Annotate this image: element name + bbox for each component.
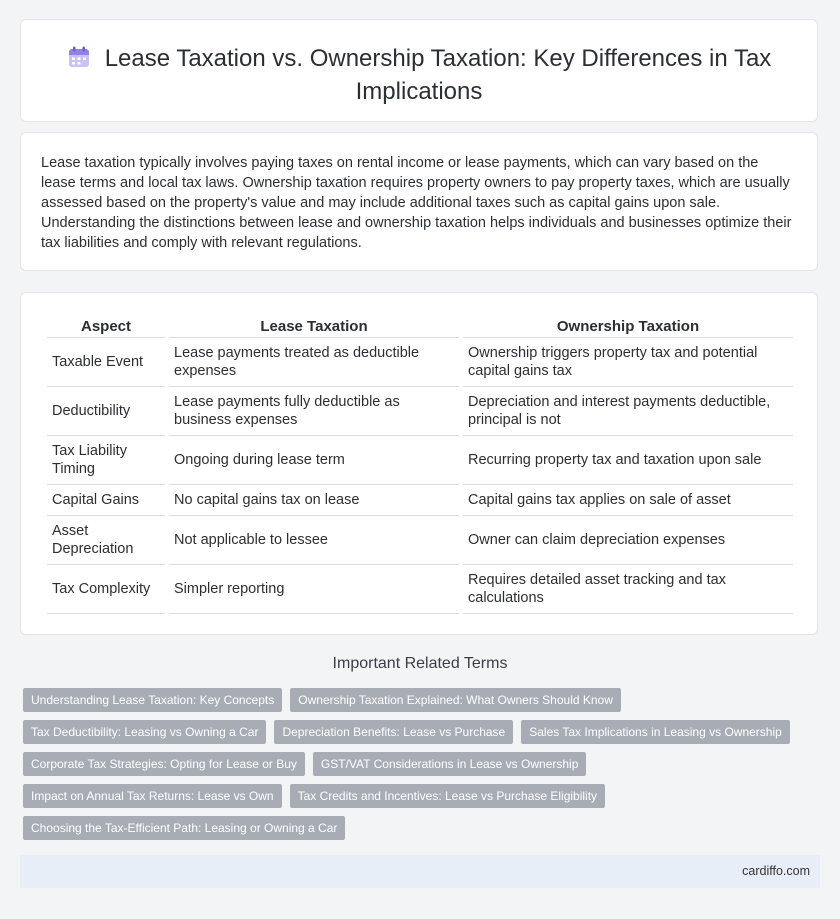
related-term-tag[interactable]: Ownership Taxation Explained: What Owners Should Know: [290, 688, 621, 712]
cell-lease: Ongoing during lease term: [169, 436, 459, 485]
table-row: [47, 436, 793, 485]
table-header-row: [47, 315, 793, 338]
header-lease-taxation: Lease Taxation: [169, 315, 459, 338]
table-row: [47, 338, 793, 387]
intro-card: [20, 132, 818, 271]
cell-aspect: Taxable Event: [47, 338, 165, 387]
cell-ownership: Requires detailed asset tracking and tax calculations: [463, 565, 793, 614]
related-term-tag[interactable]: Understanding Lease Taxation: Key Concepts: [23, 688, 282, 712]
comparison-table-card: [20, 292, 818, 635]
related-term-tag[interactable]: GST/VAT Considerations in Lease vs Ownership: [313, 752, 586, 776]
cell-aspect: Tax Liability Timing: [47, 436, 165, 485]
related-term-tag[interactable]: Sales Tax Implications in Leasing vs Ownership: [521, 720, 790, 744]
intro-paragraph: Lease taxation typically involves paying taxes on rental income or lease payments, which can vary based on the lease terms and local tax laws. Ownership taxation requires property owners to pay property taxes, which are usually assessed based on the property's value and may include additional taxes such as capital gains upon sale. Understanding the distinctions between lease and ownership taxation helps individuals and businesses optimize their tax liabilities and comply with relevant regulations.: [41, 155, 792, 251]
cell-ownership: Ownership triggers property tax and potential capital gains tax: [463, 338, 793, 387]
related-term-tag[interactable]: Choosing the Tax-Efficient Path: Leasing or Owning a Car: [23, 816, 345, 840]
tag-row: [23, 720, 803, 744]
related-term-tag[interactable]: Tax Credits and Incentives: Lease vs Purchase Eligibility: [290, 784, 605, 808]
cell-lease: Simpler reporting: [169, 565, 459, 614]
cell-aspect: Capital Gains: [47, 485, 165, 516]
page-title: [21, 44, 817, 107]
page-title-text: Lease Taxation vs. Ownership Taxation: Key Differences in Tax Implications: [104, 45, 772, 105]
table-row: [47, 485, 793, 516]
related-terms-heading: Important Related Terms: [332, 655, 508, 672]
related-term-tag[interactable]: Tax Deductibility: Leasing vs Owning a Car: [23, 720, 266, 744]
cell-lease: Lease payments treated as deductible expenses: [169, 338, 459, 387]
header-aspect: Aspect: [47, 315, 165, 338]
table-row: [47, 387, 793, 436]
cell-aspect: Tax Complexity: [47, 565, 165, 614]
cell-ownership: Depreciation and interest payments deductible, principal is not: [463, 387, 793, 436]
calendar-icon: [67, 45, 91, 77]
cell-ownership: Capital gains tax applies on sale of asset: [463, 485, 793, 516]
cell-ownership: Recurring property tax and taxation upon sale: [463, 436, 793, 485]
title-card: [20, 19, 818, 122]
cell-lease: No capital gains tax on lease: [169, 485, 459, 516]
tag-row: [23, 752, 803, 776]
header-ownership-taxation: Ownership Taxation: [463, 315, 793, 338]
tag-row: [23, 688, 803, 712]
cell-ownership: Owner can claim depreciation expenses: [463, 516, 793, 565]
cell-aspect: Asset Depreciation: [47, 516, 165, 565]
table-row: [47, 516, 793, 565]
comparison-table: [43, 315, 797, 614]
tag-row: [23, 784, 803, 808]
cell-aspect: Deductibility: [47, 387, 165, 436]
related-term-tag[interactable]: Depreciation Benefits: Lease vs Purchase: [274, 720, 513, 744]
table-row: [47, 565, 793, 614]
footer: [20, 855, 820, 888]
cell-lease: Not applicable to lessee: [169, 516, 459, 565]
footer-site-link[interactable]: cardiffo.com: [742, 864, 810, 878]
related-terms-list: [23, 688, 803, 848]
cell-lease: Lease payments fully deductible as business expenses: [169, 387, 459, 436]
related-term-tag[interactable]: Corporate Tax Strategies: Opting for Lease or Buy: [23, 752, 305, 776]
related-term-tag[interactable]: Impact on Annual Tax Returns: Lease vs Own: [23, 784, 282, 808]
tag-row: [23, 816, 803, 840]
